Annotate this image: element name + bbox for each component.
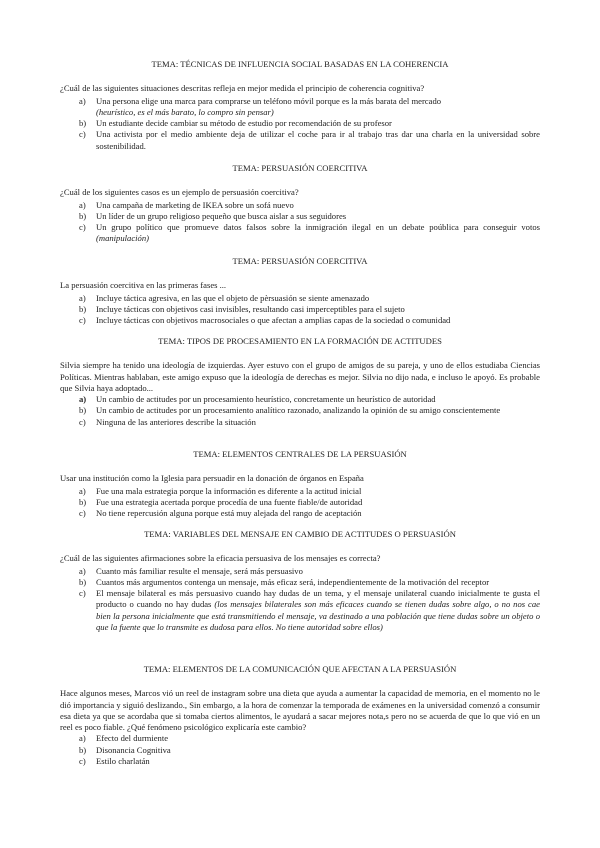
option-list — [60, 200, 540, 245]
option-list — [60, 394, 540, 428]
option-list — [60, 486, 540, 520]
section-title: TEMA: ELEMENTOS CENTRALES DE LA PERSUASIÓN — [193, 449, 407, 459]
section-7 — [60, 664, 540, 767]
option-b: b) Un estudiante decide cambiar su método de estudio por recomendación de su profesor — [79, 118, 392, 129]
option-c: c) Un grupo político que promueve datos falsos sobre la inmigración ilegal en un debate poública para conseguir votos (manipulación) — [79, 222, 540, 244]
option-a: a) Cuanto más familiar resulte el mensaje, será más persuasivo — [79, 565, 303, 576]
section-6 — [60, 529, 540, 633]
option-a: a) Una persona elige una marca para comprarse un teléfono móvil porque es la más barata del mercado (heurístico, es el más barato, lo compro sin pensar) — [79, 95, 442, 117]
option-a: a) Fue una mala estrategia porque la información es diferente a la actitud inicial — [79, 485, 362, 496]
option-b: b) Un cambio de actitudes por un procesamiento analítico razonado, analizando la opinión de su amigo conscientemente — [79, 405, 501, 416]
question: ¿Cuál de las siguientes afirmaciones sobre la eficacia persuasiva de los mensajes es correcta? — [60, 553, 381, 564]
option-c: c) Estilo charlatán — [79, 756, 150, 767]
section-2 — [60, 163, 540, 245]
option-a: a) Un cambio de actitudes por un procesamiento heurístico, concretamente un heurístico de autoridad — [79, 394, 436, 405]
section-title: TEMA: PERSUASIÓN COERCITIVA — [232, 256, 368, 266]
option-list — [60, 96, 540, 152]
section-3 — [60, 256, 540, 326]
option-b: b) Fue una estrategia acertada porque procedía de una fuente fiable/de autoridad — [79, 496, 363, 507]
option-b: b) Un líder de un grupo religioso pequeño que busca aislar a sus seguidores — [79, 210, 347, 221]
option-list — [60, 293, 540, 327]
option-c: c) Una activista por el medio ambiente deja de utilizar el coche para ir al trabajo tras dar una charla en la universidad sobre sostenibilidad. — [79, 129, 540, 151]
question: Hace algunos meses, Marcos vió un reel de instagram sobre una dieta que ayuda a aumentar la capacidad de memoria, en el momento no le dió importancia y siguió deslizando., Sin embargo, a la hora de comenzar la temporada de exámenes en la universidad comenzó a consumir esa dieta ya que se acordaba que si tomaba ciertos alimentos, le ayudará a sacar mejores nota,s pero no se acuerda de que lo que vió en un reel es poco fiable. ¿Qué fenómeno psicológico explicaría este cambio? — [60, 688, 540, 733]
section-1 — [60, 59, 540, 152]
section-title: TEMA: PERSUASIÓN COERCITIVA — [232, 163, 368, 173]
question: ¿Cuál de las siguientes situaciones descritas refleja en mejor medida el principio de coherencia cognitiva? — [60, 83, 425, 94]
option-b: b) Incluye tácticas con objetivos casi invisibles, resultando casi imperceptibles para el sujeto — [79, 303, 405, 314]
option-b: b) Disonancia Cognitiva — [79, 744, 171, 755]
section-title: TEMA: VARIABLES DEL MENSAJE EN CAMBIO DE ACTITUDES O PERSUASIÓN — [144, 529, 456, 539]
question: Silvia siempre ha tenido una ideología de izquierdas. Ayer estuvo con el grupo de amigos de su pareja, y uno de ellos estudiaba Ciencias Políticas. Mientras hablaban, este amigo expuso que la ideología de derechas es mejor. Silvia no dijo nada, e incluso le apoyó. Es probable que Silvia haya adoptado... — [60, 360, 540, 393]
option-a: a) Efecto del durmiente — [79, 733, 169, 744]
section-4 — [60, 336, 540, 428]
option-c: c) El mensaje bilateral es más persuasivo cuando hay dudas de un tema, y el mensaje unilateral cuando inicialmente te gusta el producto o cuando no hay dudas (los mensajes bilaterales son más eficaces cuando se tienen dudas sobre algo, o no nos cae bien la persona inicialmente que está transmitiendo el mensaje, va destinado a una población que tiene dudas sobre un objeto o que la fuente que lo transmite es dudosa para ellos. No tiene autoridad sobre ellos) — [79, 588, 540, 633]
section-5 — [60, 449, 540, 519]
question: La persuasión coercitiva en las primeras fases ... — [60, 280, 227, 291]
option-c: c) Ninguna de las anteriores describe la situación — [79, 416, 256, 427]
section-title: TEMA: TIPOS DE PROCESAMIENTO EN LA FORMACIÓN DE ACTITUDES — [158, 336, 442, 346]
option-list — [60, 566, 540, 634]
section-title: TEMA: TÉCNICAS DE INFLUENCIA SOCIAL BASADAS EN LA COHERENCIA — [151, 59, 449, 69]
question: ¿Cuál de los siguientes casos es un ejemplo de persuasión coercitiva? — [60, 187, 299, 198]
option-c: c) No tiene repercusión alguna porque está muy alejada del rango de aceptación — [79, 508, 362, 519]
option-list — [60, 733, 540, 767]
option-c: c) Incluye tácticas con objetivos macrosociales o que afectan a amplias capas de la sociedad o comunidad — [79, 315, 451, 326]
question: Usar una institución como la Iglesia para persuadir en la donación de órganos en España — [60, 473, 364, 484]
section-title: TEMA: ELEMENTOS DE LA COMUNICACIÓN QUE AFECTAN A LA PERSUASIÓN — [143, 664, 457, 674]
option-a: a) Una campaña de marketing de IKEA sobre un sofá nuevo — [79, 199, 294, 210]
option-a: a) Incluye táctica agresiva, en las que el objeto de pèrsuasión se siente amenazado — [79, 292, 370, 303]
option-b: b) Cuantos más argumentos contenga un mensaje, más eficaz será, independientemente de la motivación del receptor — [79, 576, 490, 587]
